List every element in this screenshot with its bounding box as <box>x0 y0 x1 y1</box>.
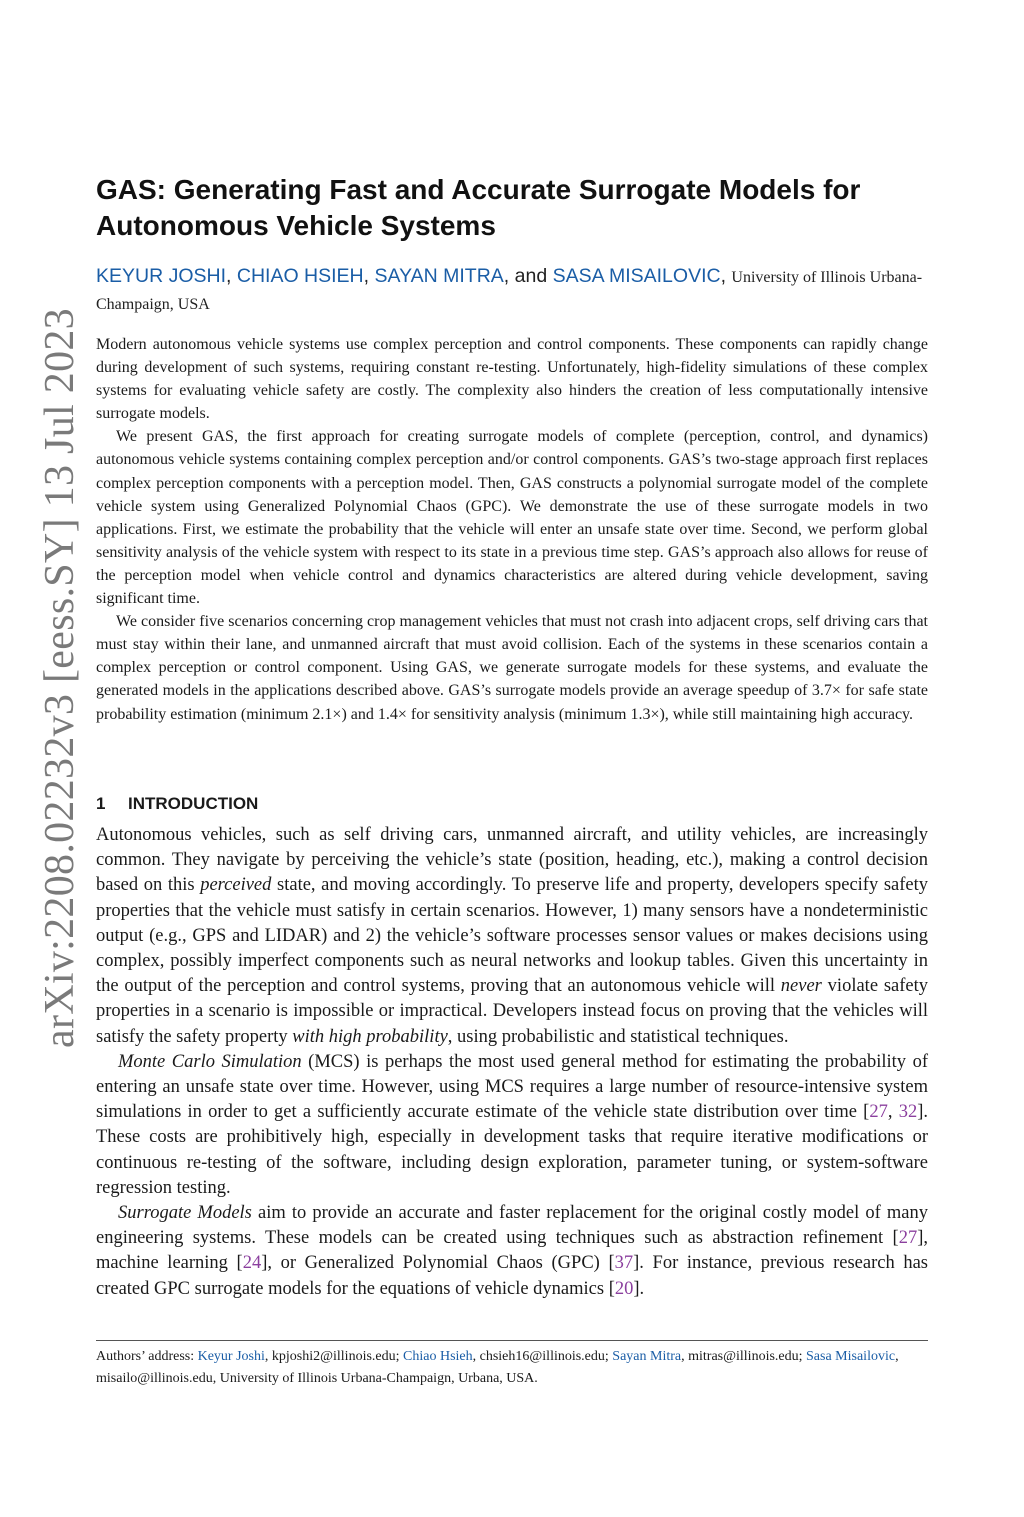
arxiv-id-label: arXiv:2208.02232v3 [eess.SY] 13 Jul 2023 <box>37 308 83 1048</box>
citation-link[interactable]: 32 <box>898 1102 918 1123</box>
body-paragraph: Autonomous vehicles, such as self driving cars, unmanned aircraft, and utility vehicles, are increasingly common. They navigate by perceiving the vehicle’s state (position, heading, etc.), making a control decision based on this perceived state, and moving accordingly. To preserve life and property, developers specify safety properties that the vehicle must satisfy in certain scenarios. However, 1) many sensors have a nondeterministic output (e.g., GPS and LIDAR) and 2) the vehicle’s software processes sensor values or makes decisions using complex, possibly imperfect components such as neural networks and lookup tables. Given this uncertainty in the output of the perception and control systems, proving that an autonomous vehicle will never violate safety properties in a scenario is impossible or impractical. Developers instead focus on proving that the vehicles will satisfy the safety property with high probability, using probabilistic and statistical techniques. <box>96 825 928 1047</box>
author-link[interactable]: SASA MISAILOVIC <box>552 265 721 287</box>
body-paragraph: Surrogate Models aim to provide an accurate and faster replacement for the original costly model of many engineering systems. These models can be created using techniques such as abstraction refinement [27], machine learning [24], or Generalized Polynomial Chaos (GPC) [37]. For instance, previous research has created GPC surrogate models for the equations of vehicle dynamics [20]. <box>96 1203 928 1299</box>
footnote-address: University of Illinois Urbana-Champaign, Urbana, USA. <box>219 1371 538 1386</box>
author-link[interactable]: SAYAN MITRA <box>374 265 504 287</box>
abstract-paragraph: We consider five scenarios concerning crop management vehicles that must not crash into adjacent crops, self driving cars that must stay within their lane, and unmanned aircraft that must avoid collision. Each of the systems in these scenarios contain a complex perception or control component. Using GAS, we generate surrogate models for these systems, and evaluate the generated models in the applications described above. GAS’s surrogate models provide an average speedup of 3.7× for safe state probability estimation (minimum 2.1×) and 1.4× for sensitivity analysis (minimum 1.3×), while still maintaining high accuracy. <box>96 613 928 723</box>
emphasis: never <box>780 976 822 997</box>
footnote-email: kpjoshi2@illinois.edu <box>271 1349 396 1364</box>
abstract-paragraph: We present GAS, the first approach for creating surrogate models of complete (perception, control, and dynamics) autonomous vehicle systems containing complex perception and/or control components. GAS’s two-stage approach first replaces complex perception components with a perception model. Then, GAS constructs a polynomial surrogate model of the complete vehicle system using Generalized Polynomial Chaos (GPC). We demonstrate the use of these surrogate models in two applications. First, we estimate the probability that the vehicle will enter an unsafe state over time. Second, we perform global sensitivity analysis of the vehicle system with respect to its state in a previous time step. GAS’s approach also allows for reuse of the perception model when vehicle control and dynamics characteristics are altered during vehicle development, saving significant time. <box>96 428 928 608</box>
author-link[interactable]: KEYUR JOSHI <box>96 265 227 287</box>
emphasis: with high probability <box>292 1026 448 1047</box>
citation-link[interactable]: 24 <box>242 1253 262 1274</box>
footnote-author-link[interactable]: Chiao Hsieh <box>403 1349 473 1364</box>
footnote-author-link[interactable]: Sasa Misailovic <box>806 1349 896 1364</box>
section-title: INTRODUCTION <box>128 794 259 813</box>
author-link[interactable]: CHIAO HSIEH <box>236 265 364 287</box>
footnote-author-link[interactable]: Sayan Mitra <box>612 1349 682 1364</box>
footnote-email: mitras@illinois.edu <box>688 1349 799 1364</box>
citation-link[interactable]: 37 <box>614 1253 634 1274</box>
footnote-email: misailo@illinois.edu <box>96 1371 213 1386</box>
author-affiliation: University of Illinois Urbana-Champaign, USA <box>96 269 923 313</box>
footnote-email: chsieh16@illinois.edu <box>479 1349 605 1364</box>
introduction-body <box>96 823 928 1302</box>
body-paragraph: Monte Carlo Simulation (MCS) is perhaps the most used general method for estimating the probability of entering an unsafe state over time. However, using MCS requires a large number of resource-intensive system simulations in order to get a sufficiently accurate estimate of the vehicle state distribution over time [27, 32]. These costs are prohibitively high, especially in development tasks that require iterative modifications or continuous re-testing of the software, including design exploration, parameter tuning, or system-software regression testing. <box>96 1051 928 1198</box>
arxiv-sidebar-stamp <box>20 296 100 1060</box>
emphasis: perceived <box>200 875 272 896</box>
section-number: 1 <box>96 794 106 813</box>
footnote-author-link[interactable]: Keyur Joshi <box>197 1349 265 1364</box>
section-heading <box>96 794 928 814</box>
abstract <box>96 333 928 726</box>
citation-link[interactable]: 27 <box>869 1102 888 1123</box>
emphasis: Surrogate Models <box>118 1203 252 1224</box>
citation-link[interactable]: 27 <box>898 1228 918 1249</box>
emphasis: Monte Carlo Simulation <box>118 1051 302 1072</box>
abstract-paragraph: Modern autonomous vehicle systems use complex perception and control components. These components can rapidly change during development of such systems, requiring constant re-testing. Unfortunately, high-fidelity simulations of these complex systems for evaluating vehicle safety are costly. The complexity also hinders the creation of less computationally intensive surrogate models. <box>96 336 928 423</box>
footnote: Authors’ address: Keyur Joshi, kpjoshi2@illinois.edu; Chiao Hsieh, chsieh16@illinois.edu; Sayan Mitra, mitras@illinois.edu; Sasa Misailovic, misailo@illinois.edu, University of Illinois Urbana-Champaign, Urbana, USA. <box>96 1349 899 1386</box>
paper-title: GAS: Generating Fast and Accurate Surrogate Models for Autonomous Vehicle Systems <box>96 174 861 241</box>
footnote-divider <box>96 1340 928 1341</box>
citation-link[interactable]: 20 <box>614 1278 634 1299</box>
author-list: KEYUR JOSHI, CHIAO HSIEH, SAYAN MITRA, and SASA MISAILOVIC, University of Illinois Urbana-Champaign, USA <box>96 265 923 313</box>
